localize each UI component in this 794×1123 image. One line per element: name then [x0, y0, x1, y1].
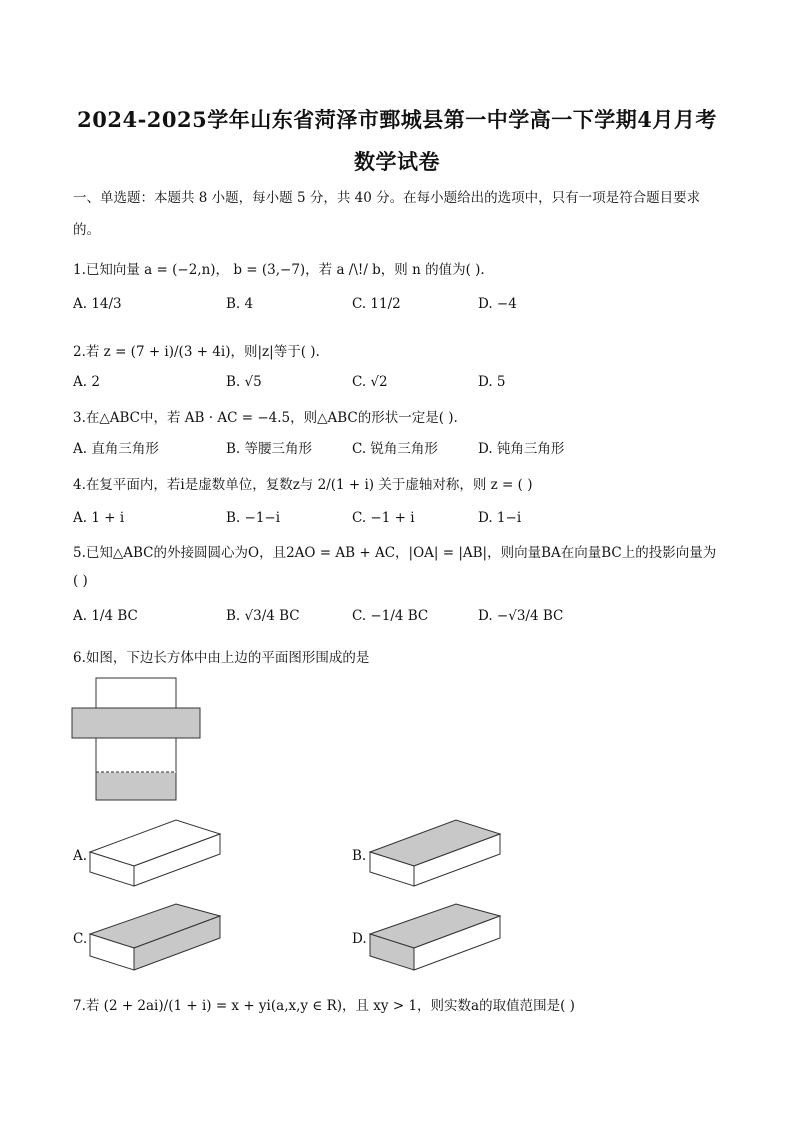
- question-5-stem: 5.已知△ABC的外接圆圆心为O，且2AO = AB + AC，|OA| = |AB|，则向量BA在向量BC上的投影向量为: [73, 545, 717, 561]
- question-3-stem: 3.在△ABC中，若 AB · AC = −4.5，则△ABC的形状一定是( ).: [73, 410, 458, 426]
- question-4-option-b: B. −1−i: [226, 510, 281, 526]
- question-2-option-c: C. √2: [352, 374, 388, 390]
- question-6-option-b: B.: [352, 848, 367, 864]
- unfolded-net-figure: [70, 676, 205, 806]
- question-5-option-b: B. √3/4 BC: [226, 608, 300, 624]
- question-3-option-c: C. 锐角三角形: [352, 441, 438, 457]
- section-heading: 一、单选题：本题共 8 小题，每小题 5 分，共 40 分。在每小题给出的选项中，只有一项是符合题目要求: [73, 190, 701, 206]
- cuboid-option-b: [368, 818, 503, 888]
- section-heading-cont: 的。: [73, 222, 100, 238]
- question-4-option-d: D. 1−i: [478, 510, 522, 526]
- cuboid-option-c: [88, 902, 223, 974]
- question-1-stem: 1.已知向量 a = (−2,n)， b = (3,−7)，若 a /\!/ b，则 n 的值为( ).: [73, 262, 485, 278]
- question-6-stem: 6.如图，下边长方体中由上边的平面图形围成的是: [73, 650, 370, 666]
- question-6-option-c: C.: [73, 931, 88, 947]
- question-1-option-a: A. 14/3: [73, 296, 122, 312]
- question-2-stem: 2.若 z = (7 + i)/(3 + 4i)，则|z|等于( ).: [73, 344, 320, 360]
- cuboid-option-d: [368, 902, 503, 974]
- question-7-stem: 7.若 (2 + 2ai)/(1 + i) = x + yi(a,x,y ∈ R)，且 xy > 1，则实数a的取值范围是( ): [73, 998, 575, 1014]
- question-6-option-a: A.: [73, 848, 88, 864]
- question-3-option-a: A. 直角三角形: [73, 441, 159, 457]
- question-4-option-a: A. 1 + i: [73, 510, 125, 526]
- question-4-stem: 4.在复平面内，若i是虚数单位，复数z与 2/(1 + i) 关于虚轴对称，则 z = ( ): [73, 477, 533, 493]
- question-6-option-d: D.: [352, 931, 367, 947]
- exam-title-line1: 2024-2025学年山东省菏泽市鄄城县第一中学高一下学期4月月考: [77, 107, 717, 132]
- question-3-option-d: D. 钝角三角形: [478, 441, 565, 457]
- question-3-option-b: B. 等腰三角形: [226, 441, 313, 457]
- question-1-option-b: B. 4: [226, 296, 254, 312]
- question-5-option-a: A. 1/4 BC: [73, 608, 138, 624]
- question-2-option-b: B. √5: [226, 374, 262, 390]
- question-1-option-d: D. −4: [478, 296, 517, 312]
- question-2-option-a: A. 2: [73, 374, 100, 390]
- exam-title-line2: 数学试卷: [354, 149, 440, 174]
- question-5-option-c: C. −1/4 BC: [352, 608, 429, 624]
- question-1-option-c: C. 11/2: [352, 296, 401, 312]
- cuboid-option-a: [88, 818, 223, 888]
- question-5-option-d: D. −√3/4 BC: [478, 608, 564, 624]
- question-4-option-c: C. −1 + i: [352, 510, 415, 526]
- question-2-option-d: D. 5: [478, 374, 506, 390]
- question-5-stem-cont: ( ): [73, 573, 88, 589]
